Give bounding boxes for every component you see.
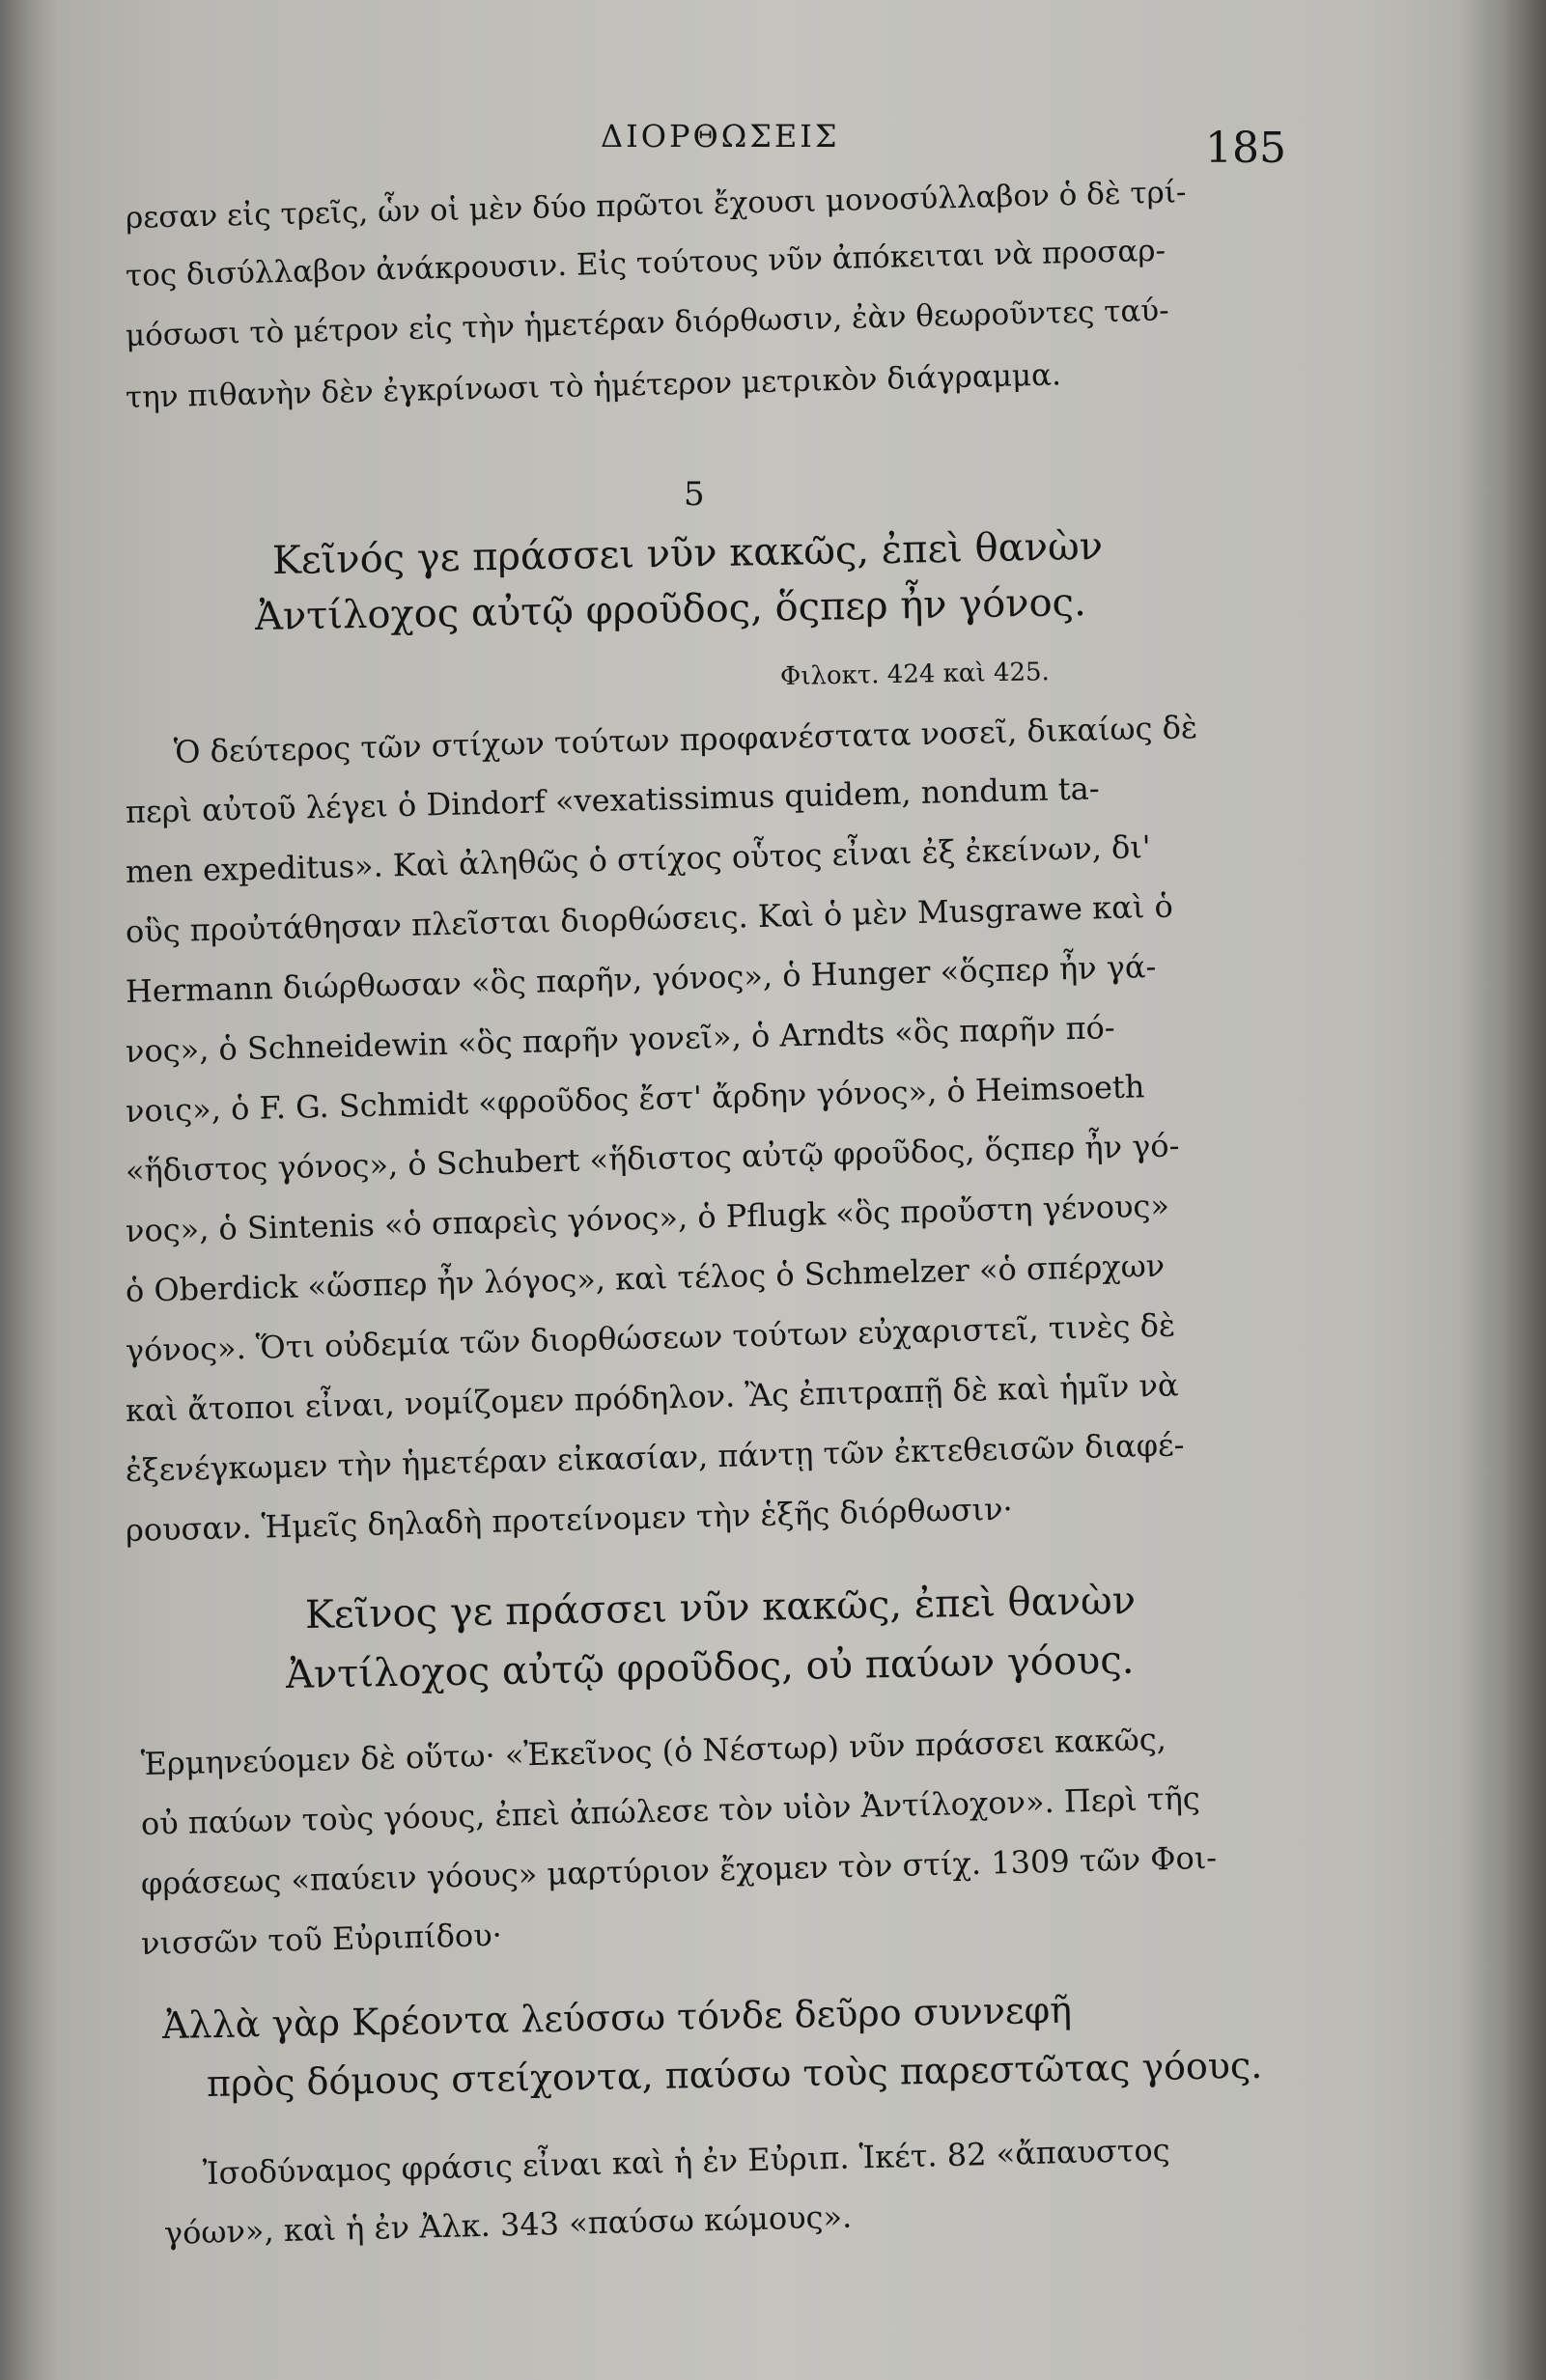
body-line-9: νος», ὁ Sintenis «ὁ σπαρεὶς γόνος», ὁ Pflugk «ὃς προὔστη γένους» <box>125 1187 1170 1249</box>
body-line-2: περὶ αὐτοῦ λέγει ὁ Dindorf «vexatissimus quidem, nondum ta- <box>125 770 1100 830</box>
intro-line-2: τος δισύλλαβον ἀνάκρουσιν. Εἰς τούτους νῦν ἀπόκειται νὰ προσαρ- <box>125 233 1167 294</box>
body-line-13: ἐξενέγκωμεν τὴν ἡμετέραν εἰκασίαν, πάντῃ τῶν ἐκτεθεισῶν διαφέ- <box>125 1426 1185 1489</box>
body-line-10: ὁ Oberdick «ὥσπερ ἦν λόγος», καὶ τέλος ὁ Schmelzer «ὁ σπέρχων <box>125 1246 1166 1309</box>
verse-2-line-2: Ἀντίλοχος αὐτῷ φροῦδος, οὐ παύων γόους. <box>285 1638 1135 1697</box>
interp-line-2: οὐ παύων τοὺς γόους, ἐπεὶ ἀπώλεσε τὸν υἱὸν Ἀντίλοχον». Περὶ τῆς <box>140 1779 1201 1842</box>
interp-line-3: φράσεως «παύειν γόους» μαρτύριον ἔχομεν τὸν στίχ. 1309 τῶν Φοι- <box>140 1838 1218 1902</box>
final-line-1: Ἰσοδύναμος φράσις εἶναι καὶ ἡ ἐν Εὐριπ. Ἱκέτ. 82 «ἄπαυστος <box>202 2131 1171 2192</box>
page-edge-shadow <box>1459 0 1546 2380</box>
verse-3-line-2: πρὸς δόμους στείχοντα, παύσω τοὺς παρεστῶτας γόους. <box>206 2043 1263 2105</box>
intro-line-4: την πιθανὴν δὲν ἐγκρίνωσι τὸ ἡμέτερον μετρικὸν διάγραμμα. <box>125 357 1062 415</box>
body-line-1: Ὁ δεύτερος τῶν στίχων τούτων προφανέστατα νοσεῖ, δικαίως δὲ <box>173 709 1198 770</box>
page-number: 185 <box>1205 124 1286 173</box>
body-line-11: γόνος». Ὅτι οὐδεμία τῶν διορθώσεων τούτων εὐχαριστεῖ, τινὲς δὲ <box>125 1306 1176 1369</box>
final-line-2: γόων», καὶ ἡ ἐν Ἀλκ. 343 «παύσω κώμους». <box>163 2198 853 2252</box>
interp-line-4: νισσῶν τοῦ Εὐριπίδου· <box>140 1916 503 1962</box>
body-line-4: οὓς προὐτάθησαν πλεῖσται διορθώσεις. Καὶ ὁ μὲν Musgrawe καὶ ὁ <box>125 887 1174 950</box>
body-line-14: ρουσαν. Ἡμεῖς δηλαδὴ προτείνομεν τὴν ἑξῆς διόρθωσιν· <box>125 1490 1014 1549</box>
body-line-8: «ἥδιστος γόνος», ὁ Schubert «ἥδιστος αὐτῷ φροῦδος, ὅςπερ ἦν γό- <box>125 1127 1180 1190</box>
verse-3-line-1: Ἀλλὰ γὰρ Κρέοντα λεύσσω τόνδε δεῦρο συννεφῆ <box>161 1988 1073 2047</box>
verse-1-line-1: Κεῖνός γε πράσσει νῦν κακῶς, ἐπεὶ θανὼν <box>271 523 1104 583</box>
intro-line-1: ρεσαν εἰς τρεῖς, ὧν οἱ μὲν δύο πρῶτοι ἔχουσι μονοσύλλαβον ὁ δὲ τρί- <box>125 175 1187 236</box>
verse-1-line-2: Ἀντίλοχος αὐτῷ φροῦδος, ὅςπερ ἦν γόνος. <box>254 579 1087 639</box>
body-line-6: νος», ὁ Schneidewin «ὃς παρῆν γονεῖ», ὁ Arndts «ὃς παρῆν πό- <box>125 1008 1115 1070</box>
body-line-3: men expeditus». Καὶ ἀληθῶς ὁ στίχος οὗτος εἶναι ἐξ ἐκείνων, δι' <box>125 828 1152 890</box>
section-number: 5 <box>684 475 705 514</box>
body-line-7: νοις», ὁ F. G. Schmidt «φροῦδος ἔστ' ἄρδην γόνος», ὁ Heimsoeth <box>125 1068 1145 1130</box>
verse-2-line-1: Κεῖνος γε πράσσει νῦν κακῶς, ἐπεὶ θανὼν <box>304 1578 1137 1638</box>
verse-1-reference: Φιλοκτ. 424 καὶ 425. <box>779 658 1051 691</box>
body-line-5: Hermann διώρθωσαν «ὃς παρῆν, γόνος», ὁ Hunger «ὅςπερ ἦν γά- <box>125 947 1157 1010</box>
body-line-12: καὶ ἄτοποι εἶναι, νομίζομεν πρόδηλον. Ἂς ἐπιτραπῇ δὲ καὶ ἡμῖν νὰ <box>125 1366 1179 1429</box>
page-gutter-shadow <box>0 0 58 2380</box>
interp-line-1: Ἑρμηνεύομεν δὲ οὕτω· «Ἐκεῖνος (ὁ Νέστωρ) νῦν πράσσει κακῶς, <box>140 1721 1167 1782</box>
running-header: ΔΙΟΡΘΩΣΕΙΣ <box>601 118 840 154</box>
intro-line-3: μόσωσι τὸ μέτρον εἰς τὴν ἡμετέραν διόρθωσιν, ἐὰν θεωροῦντες ταύ- <box>125 293 1170 353</box>
